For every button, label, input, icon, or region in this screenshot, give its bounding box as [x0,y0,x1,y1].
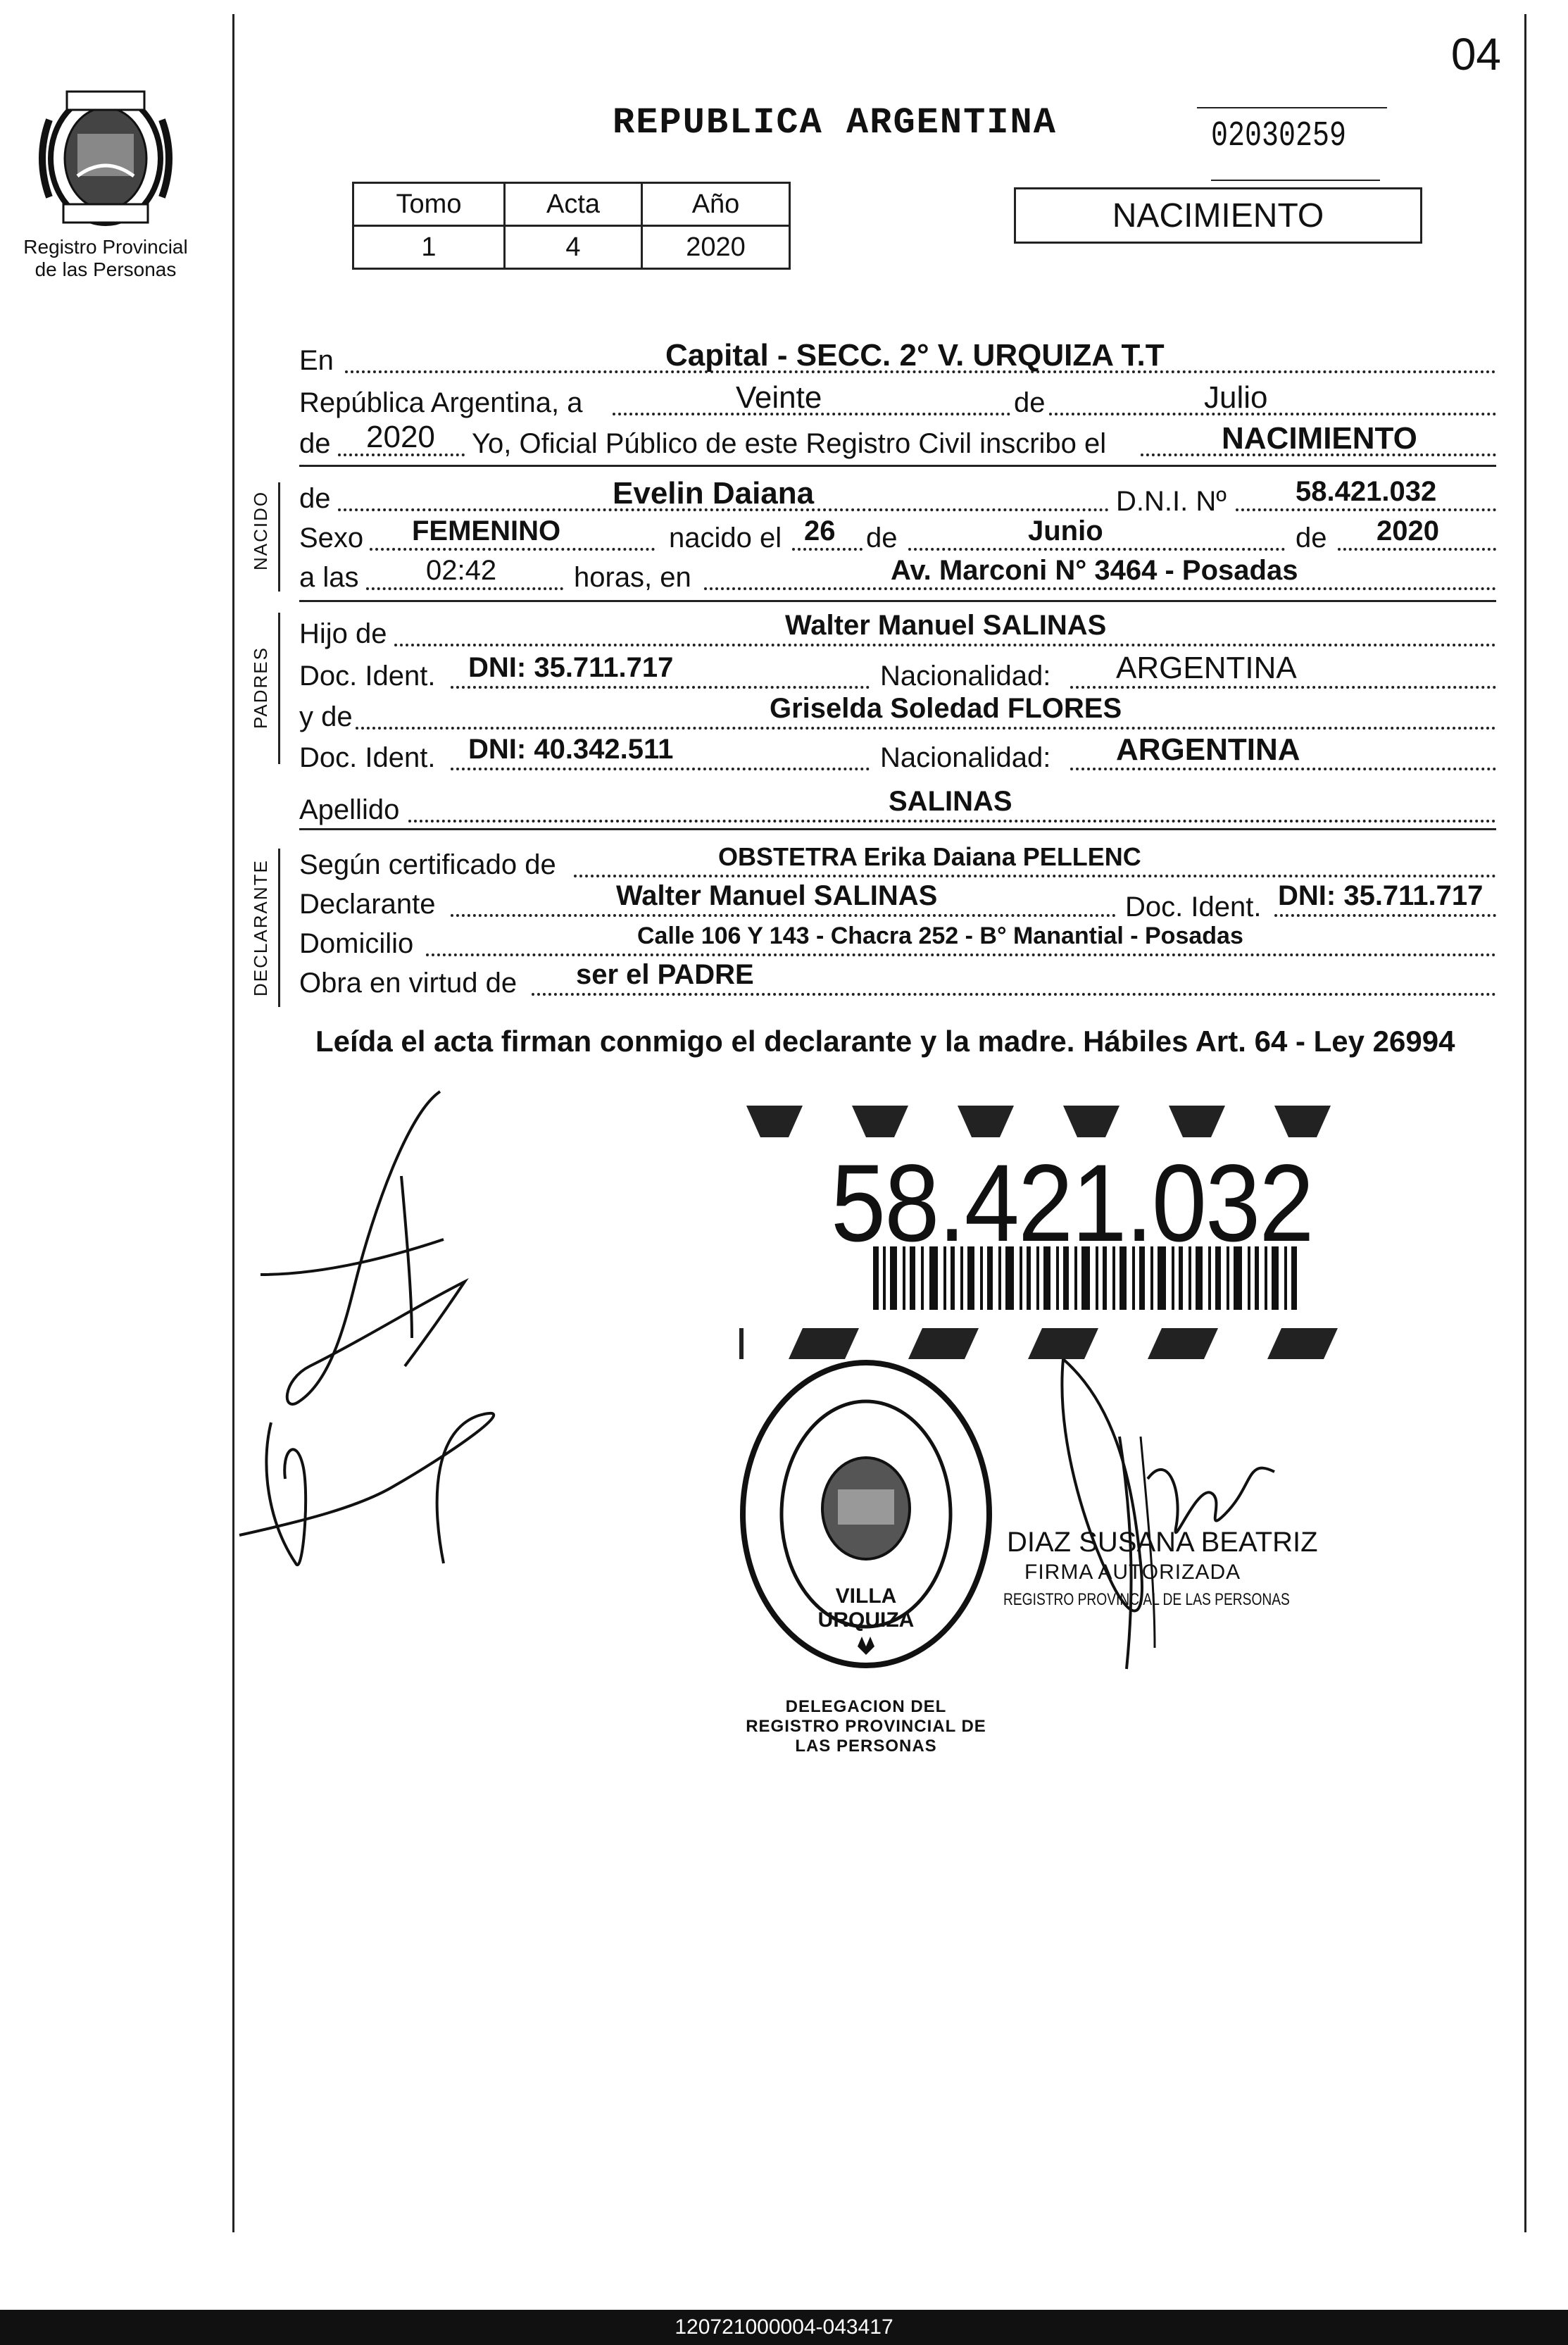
father-doc-label: Doc. Ident. [299,661,436,692]
child-name: Evelin Daiana [613,476,815,511]
cert-label: Según certificado de [299,849,556,880]
mother-doc-dots [451,768,870,770]
declarante-bracket [278,849,280,1007]
place-dots [704,587,1496,590]
section-divider-2 [299,600,1496,602]
acta-header-tomo: Tomo [353,183,505,226]
nacido-de-label: de [299,483,331,514]
mother-name: Griselda Soledad FLORES [770,693,1122,724]
province-shield-icon [28,77,183,232]
father-nat-dots [1070,686,1496,689]
acta-header-ano: Año [642,183,790,226]
year-value: 2020 [366,420,435,454]
mother-nat-label: Nacionalidad: [880,742,1051,773]
right-margin-line [1524,14,1526,2232]
declarant-name: Walter Manuel SALINAS [616,880,938,911]
inscribo-value: NACIMIENTO [1222,421,1417,456]
official-signature [1042,1352,1338,1676]
domicilio-value: Calle 106 Y 143 - Chacra 252 - B° Manantial - Posadas [637,923,1243,949]
cert-dots [574,875,1496,877]
padres-bracket [278,613,280,764]
father-nationality: ARGENTINA [1116,651,1297,685]
horas-label: horas, en [574,562,691,593]
declarant-doc: DNI: 35.711.717 [1278,880,1484,911]
page-number: 04 [1450,29,1501,80]
birth-day-dots [792,548,863,551]
nacido-bracket [278,482,280,592]
decl-label: Declarante [299,889,436,920]
acta-header-acta: Acta [505,183,642,226]
birth-time: 02:42 [426,555,497,586]
seal-ring-text: DELEGACION DEL REGISTRO PROVINCIAL DE LAS PERSONAS [746,1697,986,1756]
footer-code: 120721000004-043417 [0,2310,1568,2345]
acta-value-tomo: 1 [353,226,505,269]
en-value: Capital - SECC. 2° V. URQUIZA T.T [665,338,1165,373]
birth-month-dots [908,548,1285,551]
month-value: Julio [1204,380,1268,415]
birth-month: Junio [1028,515,1103,546]
apellido-label: Apellido [299,794,400,825]
yde-label: y de [299,701,353,732]
closing-statement: Leída el acta firman conmigo el declarante y la madre. Hábiles Art. 64 - Ley 26994 [315,1025,1455,1058]
decl-dots [451,914,1116,917]
serial-overline [1197,107,1387,108]
apellido-dots [408,820,1496,823]
mother-nat-dots [1070,768,1496,770]
dom-label: Domicilio [299,928,414,959]
mother-dots [356,727,1496,730]
de2-label: de [299,428,331,459]
child-dni: 58.421.032 [1296,476,1437,507]
republica-label: República Argentina, a [299,387,583,418]
seal-inner-text: VILLA URQUIZA [817,1584,915,1632]
section-divider-3 [299,828,1496,830]
nacido-de2-label: de [866,523,898,554]
country-title: REPUBLICA ARGENTINA [613,102,1057,144]
nacido-de3-label: de [1296,523,1327,554]
record-type-box: NACIMIENTO [1014,187,1422,244]
month-dots [1049,413,1496,415]
sexo-label: Sexo [299,523,364,554]
father-name: Walter Manuel SALINAS [785,610,1107,641]
de-label: de [1014,387,1046,418]
dom-dots [426,953,1496,956]
father-doc-dots [451,686,870,689]
sticker-dni-number: 58.421.032 [831,1142,1313,1265]
dni-label: D.N.I. Nº [1116,486,1227,517]
oficial-text: Yo, Oficial Público de este Registro Civil inscribo el [472,428,1107,459]
time-dots [366,587,563,590]
nacido-section-label: NACIDO [250,490,271,570]
father-dots [394,644,1496,646]
declarante-section-label: DECLARANTE [250,859,271,996]
serial-number: 02030259 [1211,116,1347,156]
obra-value: ser el PADRE [576,959,754,990]
acta-value-ano: 2020 [642,226,790,269]
mother-nationality: ARGENTINA [1116,732,1300,767]
father-doc: DNI: 35.711.717 [468,652,674,683]
declarant-signature [232,1070,528,1606]
father-nat-label: Nacionalidad: [880,661,1051,692]
en-label: En [299,345,334,376]
apellido-value: SALINAS [889,786,1012,817]
cert-value: OBSTETRA Erika Daiana PELLENC [718,842,1141,871]
obra-label: Obra en virtud de [299,968,518,999]
birth-place: Av. Marconi N° 3464 - Posadas [891,555,1298,586]
mother-doc-label: Doc. Ident. [299,742,436,773]
mother-doc: DNI: 40.342.511 [468,734,674,765]
serial-underline [1211,180,1380,181]
decl-doc-label: Doc. Ident. [1125,892,1262,923]
logo-caption-line-1: Registro Provincial [23,236,188,258]
alas-label: a las [299,562,359,593]
registry-logo [21,77,190,281]
acta-value-acta: 4 [505,226,642,269]
birth-day: 26 [804,515,836,546]
birth-year-dots [1338,548,1496,551]
nacido-el-label: nacido el [669,523,782,554]
logo-caption-line-2: de las Personas [35,258,177,280]
sexo-value: FEMENINO [412,515,561,546]
section-divider-1 [299,465,1496,467]
acta-table [352,182,791,270]
birth-year: 2020 [1376,515,1439,546]
padres-section-label: PADRES [250,646,271,729]
official-role: FIRMA AUTORIZADA [1024,1561,1241,1584]
sexo-dots [370,548,655,551]
official-name: DIAZ SUSANA BEATRIZ [1007,1527,1318,1558]
obra-dots [532,993,1496,996]
day-value: Veinte [736,380,822,415]
hijo-label: Hijo de [299,618,387,649]
dni-dots [1236,508,1496,511]
decl-doc-dots [1274,914,1496,917]
official-office: REGISTRO PROVINCIAL DE LAS PERSONAS [1003,1590,1290,1609]
